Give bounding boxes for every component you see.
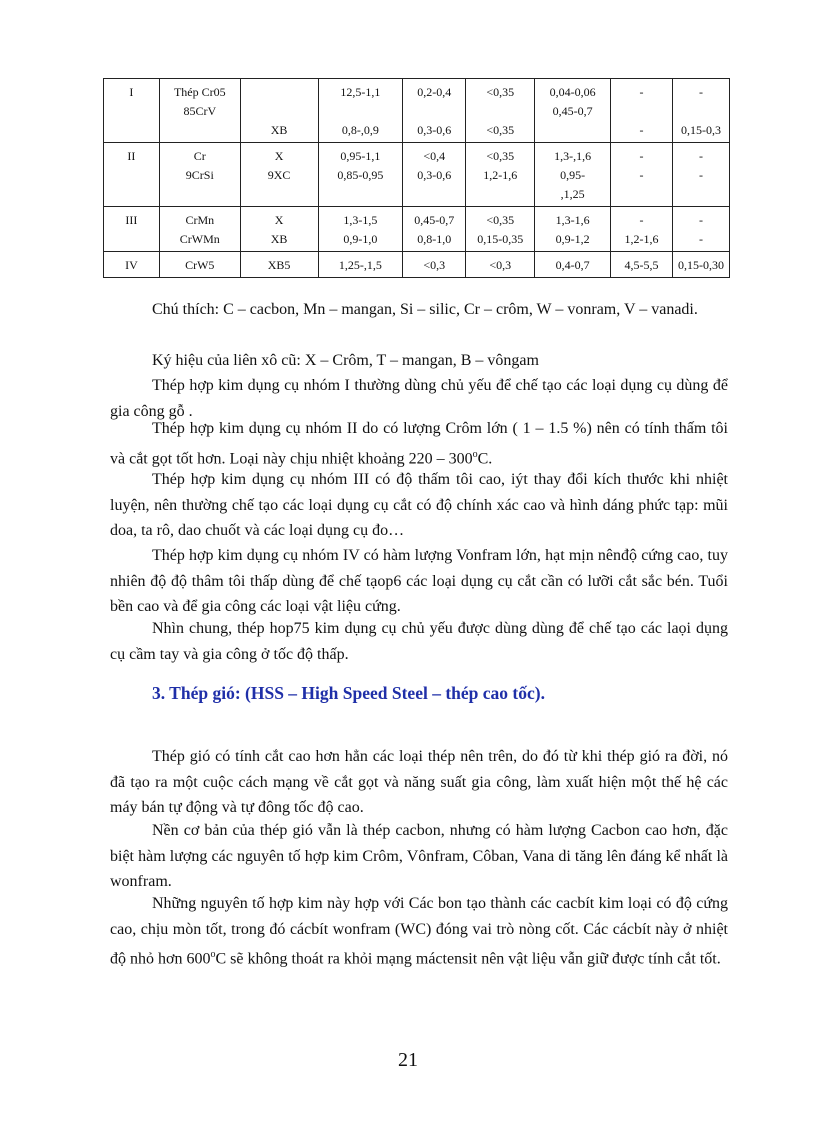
group2-paragraph [110, 416, 728, 471]
cell-line: XB [270, 232, 288, 246]
cell-line: <0,4 [423, 149, 446, 163]
cell-line [537, 121, 608, 140]
cell-line: 1,2-1,6 [624, 232, 659, 246]
cell-line: - [639, 168, 644, 182]
cell-line [243, 185, 316, 204]
cell-line: 0,3-0,6 [417, 168, 452, 182]
table-row [104, 79, 730, 143]
cell-line: <0,35 [486, 213, 515, 227]
cell-line: 0,15-0,3 [680, 123, 721, 137]
cell-line: 9XC [267, 168, 291, 182]
cell-line: 0,9-1,2 [555, 232, 590, 246]
cell-line: XB [270, 123, 288, 137]
cell-line: I [129, 85, 134, 99]
cell-line: Cr [193, 149, 206, 163]
cell-line [675, 185, 727, 204]
cell-line: 0,4-0,7 [555, 258, 590, 272]
table-cell-tungsten [611, 143, 673, 207]
table-cell-steel [159, 252, 240, 278]
table-cell-chromium [403, 207, 466, 252]
degree-sup: o [472, 448, 478, 460]
cell-line [405, 185, 463, 204]
section-heading: 3. Thép gió: (HSS – High Speed Steel – thép cao tốc). [152, 683, 545, 703]
cell-line [162, 121, 238, 140]
cell-line: 0,04-0,06 [549, 85, 596, 99]
table-cell-steel [159, 79, 240, 143]
table-cell-silicon [466, 252, 535, 278]
table-cell-tungsten [611, 207, 673, 252]
cell-line: - [639, 149, 644, 163]
table-cell-vanadium [672, 143, 729, 207]
group4-paragraph: Thép hợp kim dụng cụ nhóm IV có hàm lượng Vonfram lớn, hạt mịn nênđộ cứng cao, tuy nhiên độ độ thâm tôi thấp dùng để chế tạop6 các loại dụng cụ cắt cần có lưỡi cắt sắc bén. Tuổi bền cao và để gia công các loại vật liệu cứng. [110, 547, 728, 615]
cell-line [321, 102, 401, 121]
cell-line: <0,3 [423, 258, 446, 272]
cell-line [162, 185, 238, 204]
cell-line: CrWMn [179, 232, 220, 246]
cell-line: 0,95-1,1 [340, 149, 381, 163]
hss-paragraph-2: Nền cơ bản của thép gió vẫn là thép cacbon, nhưng có hàm lượng Cacbon cao hơn, đặc biệt hàm lượng các nguyên tố hợp kim Crôm, Vônfram, Côban, Vana di tăng lên đáng kể nhất là wonfram. [110, 822, 728, 890]
table-cell-tungsten [611, 252, 673, 278]
cell-line [468, 102, 532, 121]
cell-line: <0,35 [486, 123, 515, 137]
cell-line: 0,45-0,7 [552, 104, 593, 118]
table-cell-russian [240, 207, 318, 252]
table-cell-steel [159, 143, 240, 207]
cell-line: <0,3 [489, 258, 512, 272]
page-number: 21 [398, 1049, 418, 1071]
cell-line: 1,3-1,5 [343, 213, 378, 227]
cell-line [321, 185, 401, 204]
cell-line: CrW5 [185, 258, 215, 272]
cell-line: 12,5-1,1 [340, 85, 381, 99]
cell-line: 0,15-0,35 [477, 232, 524, 246]
cell-line: X [274, 149, 284, 163]
table-cell-carbon [318, 143, 403, 207]
cell-line: 0,45-0,7 [414, 213, 455, 227]
cell-line: 0,9-1,0 [343, 232, 378, 246]
cell-line: 0,8-,0,9 [341, 123, 379, 137]
cell-line: 0,8-1,0 [417, 232, 452, 246]
table-cell-group [104, 207, 160, 252]
cell-line [405, 102, 463, 121]
cell-line: 1,25-,1,5 [338, 258, 382, 272]
table-cell-russian [240, 79, 318, 143]
cell-line: - [698, 85, 703, 99]
group1-paragraph: Thép hợp kim dụng cụ nhóm I thường dùng chủ yếu để chế tạo các loại dụng cụ dùng để gia công gỗ . [110, 377, 728, 420]
table-cell-russian [240, 143, 318, 207]
cell-line: - [639, 85, 644, 99]
hss-paragraph-3 [110, 891, 728, 972]
table-cell-silicon [466, 143, 535, 207]
table-cell-chromium [403, 143, 466, 207]
cell-line: IV [125, 258, 138, 272]
cell-line: - [639, 213, 644, 227]
degree-sup: o [210, 949, 216, 960]
cell-line: - [639, 123, 644, 137]
cell-line: 1,3-1,6 [555, 213, 590, 227]
group2-unit: C. [477, 449, 493, 467]
cell-line: <0,35 [486, 85, 515, 99]
table-cell-steel [159, 207, 240, 252]
table-cell-carbon [318, 79, 403, 143]
cell-line: 0,15-0,30 [677, 258, 724, 272]
cell-line: 4,5-5,5 [624, 258, 659, 272]
cell-line [613, 185, 670, 204]
table-cell-chromium [403, 252, 466, 278]
table-cell-vanadium [672, 79, 729, 143]
table-cell-group [104, 252, 160, 278]
cell-line: - [698, 213, 703, 227]
note-paragraph: Chú thích: C – cacbon, Mn – mangan, Si – silic, Cr – crôm, W – vonram, V – vanadi. [152, 301, 698, 318]
hss-p3-text: Những nguyên tố hợp kim này hợp với Các bon tạo thành các cacbít kim loại có độ cứng cao, chịu mòn tốt, trong đó cácbít wonfram (WC) đóng vai trò nòng cốt. Các cácbít này ở nhiệt độ nhỏ hơn 600 [110, 895, 728, 968]
cell-line: 85CrV [183, 104, 217, 118]
cell-line: - [698, 149, 703, 163]
cell-line: X [274, 213, 284, 227]
table-cell-manganese [535, 79, 611, 143]
cell-line: CrMn [185, 213, 215, 227]
hss-paragraph-1: Thép gió có tính cắt cao hơn hẳn các loại thép nên trên, do đó từ khi thép gió ra đời, nó đã tạo ra một cuộc cách mạng về cắt gọt và năng suất gia công, làm xuất hiện một thế hệ các máy bán tự động và tự đông tốc độ cao. [110, 748, 728, 816]
table-cell-silicon [466, 79, 535, 143]
table-cell-vanadium [672, 207, 729, 252]
cell-line: 1,2-1,6 [483, 168, 518, 182]
cell-line: 0,95- [560, 168, 586, 182]
cell-line: III [125, 213, 138, 227]
steel-composition-table [103, 78, 730, 278]
table-cell-group [104, 79, 160, 143]
hss-p3-rest: C sẽ không thoát ra khỏi mạng máctensit nên vật liệu vẫn giữ được tính cắt tốt. [215, 950, 721, 968]
table-cell-group [104, 143, 160, 207]
cell-line: <0,35 [486, 149, 515, 163]
table-cell-carbon [318, 207, 403, 252]
table-row [104, 143, 730, 207]
cell-line: XB5 [267, 258, 291, 272]
cell-line: Thép Cr05 [173, 85, 226, 99]
cell-line: - [698, 168, 703, 182]
table-cell-chromium [403, 79, 466, 143]
cell-line: 0,85-0,95 [337, 168, 384, 182]
table-cell-russian [240, 252, 318, 278]
cell-line: 0,2-0,4 [417, 85, 452, 99]
cell-line [243, 83, 316, 102]
group3-paragraph: Thép hợp kim dụng cụ nhóm III có độ thấm tôi cao, iýt thay đổi kích thước khi nhiệt luyện, nên thường chế tạo các loại dụng cụ cắt có độ chính xác cao và hình dáng phức tạp: mũi doa, ta rô, dao chuốt và các loại dụng cụ đo… [110, 471, 728, 539]
cell-line: 1,3-,1,6 [554, 149, 592, 163]
cell-line: 0,3-0,6 [417, 123, 452, 137]
cell-line [243, 102, 316, 121]
table-cell-carbon [318, 252, 403, 278]
cell-line [675, 102, 727, 121]
cell-line: 9CrSi [185, 168, 214, 182]
cell-line: ,1,25 [560, 187, 585, 201]
table-cell-silicon [466, 207, 535, 252]
cell-line: - [698, 232, 703, 246]
cell-line: II [127, 149, 136, 163]
table-cell-manganese [535, 207, 611, 252]
cell-line [468, 185, 532, 204]
summary-paragraph: Nhìn chung, thép hop75 kim dụng cụ chủ yếu được dùng dùng để chế tạo các laọi dụng cụ cầm tay và gia công ở tốc độ thấp. [110, 620, 728, 663]
symbols-paragraph: Ký hiệu của liên xô cũ: X – Crôm, T – mangan, B – vôngam [152, 352, 539, 369]
group2-text: Thép hợp kim dụng cụ nhóm II do có lượng Crôm lớn ( 1 – 1.5 %) nên có tính thấm tôi và cắt gọt tốt hơn. Loại này chịu nhiệt khoảng 220 – 300 [110, 420, 728, 467]
cell-line [613, 102, 670, 121]
table-row [104, 252, 730, 278]
table-cell-manganese [535, 143, 611, 207]
table-cell-manganese [535, 252, 611, 278]
table-cell-vanadium [672, 252, 729, 278]
table-row [104, 207, 730, 252]
table-cell-tungsten [611, 79, 673, 143]
